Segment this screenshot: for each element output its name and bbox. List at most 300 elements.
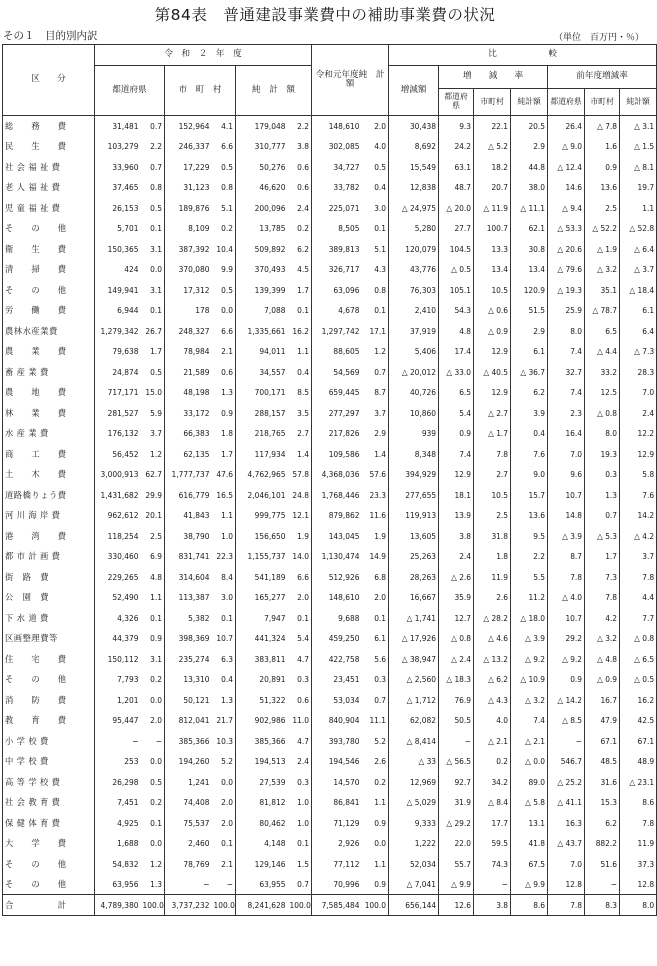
cell: 1.7 bbox=[585, 546, 620, 567]
cell: 7.8 bbox=[474, 444, 511, 465]
cell: 0.6 bbox=[212, 362, 236, 383]
cell: 88,605 bbox=[312, 341, 362, 362]
cell: 37.3 bbox=[620, 854, 657, 875]
cell: 52,490 bbox=[95, 587, 141, 608]
cell: 2.4 bbox=[439, 546, 474, 567]
cell: 2,046,101 bbox=[236, 485, 288, 506]
cell: 882.2 bbox=[585, 833, 620, 854]
row-label: そ の 他 bbox=[3, 874, 95, 895]
cell: 33,172 bbox=[165, 403, 212, 424]
cell: 2.5 bbox=[474, 505, 511, 526]
cell: 0.2 bbox=[141, 669, 165, 690]
cell: 1,688 bbox=[95, 833, 141, 854]
cell: 2.9 bbox=[511, 136, 548, 157]
cell: 2.4 bbox=[288, 198, 312, 219]
cell: 19.7 bbox=[620, 177, 657, 198]
row-label: そ の 他 bbox=[3, 280, 95, 301]
cell: 370,080 bbox=[165, 259, 212, 280]
table-row bbox=[3, 813, 657, 834]
row-label: 小 学 校 費 bbox=[3, 731, 95, 752]
cell: 12.1 bbox=[288, 505, 312, 526]
cell: 8,505 bbox=[312, 218, 362, 239]
cell: 0.1 bbox=[288, 300, 312, 321]
cell: 5.4 bbox=[439, 403, 474, 424]
cell: △ 1.5 bbox=[620, 136, 657, 157]
cell: 7,585,484 bbox=[312, 895, 362, 916]
cell: 0.9 bbox=[362, 813, 389, 834]
cell: 8.0 bbox=[585, 423, 620, 444]
cell: 194,260 bbox=[165, 751, 212, 772]
cell: 0.2 bbox=[362, 772, 389, 793]
cell: − bbox=[439, 731, 474, 752]
cell: 92.7 bbox=[439, 772, 474, 793]
cell: 31.8 bbox=[474, 526, 511, 547]
cell: 74.3 bbox=[474, 854, 511, 875]
table-row bbox=[3, 157, 657, 178]
cell: 194,513 bbox=[236, 751, 288, 772]
cell: 51.5 bbox=[511, 300, 548, 321]
cell: △ 2.1 bbox=[474, 731, 511, 752]
cell: 1.5 bbox=[288, 854, 312, 875]
cell: 2.6 bbox=[362, 751, 389, 772]
cell: 3.0 bbox=[362, 198, 389, 219]
cell: △ 24,975 bbox=[389, 198, 439, 219]
cell: 26.4 bbox=[548, 116, 585, 137]
cell: 281,527 bbox=[95, 403, 141, 424]
cell: 16,667 bbox=[389, 587, 439, 608]
cell: 8.3 bbox=[585, 895, 620, 916]
cell: 50.5 bbox=[439, 710, 474, 731]
cell: △ 12.4 bbox=[548, 157, 585, 178]
cell: 70,996 bbox=[312, 874, 362, 895]
row-label: 水 産 業 費 bbox=[3, 423, 95, 444]
cell: 51.6 bbox=[585, 854, 620, 875]
cell: 1,777,737 bbox=[165, 464, 212, 485]
cell: 13.6 bbox=[585, 177, 620, 198]
cell: 0.8 bbox=[141, 177, 165, 198]
cell: 12.7 bbox=[439, 608, 474, 629]
cell: △ 2,560 bbox=[389, 669, 439, 690]
cell: 62,135 bbox=[165, 444, 212, 465]
cell: 422,758 bbox=[312, 649, 362, 670]
cell: 57.8 bbox=[288, 464, 312, 485]
cell: 2.1 bbox=[212, 341, 236, 362]
cell: 31.6 bbox=[585, 772, 620, 793]
cell: 6.6 bbox=[288, 567, 312, 588]
cell: 277,297 bbox=[312, 403, 362, 424]
table-row bbox=[3, 464, 657, 485]
header-rate-muni: 市町村 bbox=[474, 89, 511, 116]
cell: △ 18.4 bbox=[620, 280, 657, 301]
cell: 1,130,474 bbox=[312, 546, 362, 567]
cell: 178 bbox=[165, 300, 212, 321]
cell: △ 0.8 bbox=[585, 403, 620, 424]
cell: 1.0 bbox=[288, 813, 312, 834]
cell: 5.1 bbox=[212, 198, 236, 219]
cell: 120,079 bbox=[389, 239, 439, 260]
cell: 7.6 bbox=[511, 444, 548, 465]
cell: 22.3 bbox=[212, 546, 236, 567]
cell: △ 18.3 bbox=[439, 669, 474, 690]
cell: 4,789,380 bbox=[95, 895, 141, 916]
cell: 6,944 bbox=[95, 300, 141, 321]
cell: 8.6 bbox=[511, 895, 548, 916]
cell: 16.2 bbox=[620, 690, 657, 711]
cell: 4.0 bbox=[474, 710, 511, 731]
cell: 44,379 bbox=[95, 628, 141, 649]
cell: 2.0 bbox=[212, 813, 236, 834]
cell: 12.8 bbox=[548, 874, 585, 895]
header-rate: 増 減 率 bbox=[439, 66, 548, 89]
cell: △ 0.5 bbox=[439, 259, 474, 280]
cell: 0.1 bbox=[141, 813, 165, 834]
cell: 0.5 bbox=[362, 157, 389, 178]
cell: 13.6 bbox=[511, 505, 548, 526]
cell: 62.7 bbox=[141, 464, 165, 485]
table-row bbox=[3, 628, 657, 649]
cell: 0.9 bbox=[212, 403, 236, 424]
cell: 277,655 bbox=[389, 485, 439, 506]
cell: 1,241 bbox=[165, 772, 212, 793]
cell: 22.1 bbox=[474, 116, 511, 137]
cell: 1.2 bbox=[141, 444, 165, 465]
cell: 44.8 bbox=[511, 157, 548, 178]
cell: 7.4 bbox=[548, 382, 585, 403]
cell: 0.7 bbox=[141, 157, 165, 178]
table-row bbox=[3, 177, 657, 198]
row-label: 畜 産 業 費 bbox=[3, 362, 95, 383]
cell: 235,274 bbox=[165, 649, 212, 670]
cell: 0.1 bbox=[212, 608, 236, 629]
cell: 7.8 bbox=[620, 813, 657, 834]
cell: △ 9.2 bbox=[548, 649, 585, 670]
cell: 1.7 bbox=[141, 341, 165, 362]
cell: 19.3 bbox=[585, 444, 620, 465]
cell: 32.7 bbox=[548, 362, 585, 383]
cell: 385,366 bbox=[236, 731, 288, 752]
cell: 218,765 bbox=[236, 423, 288, 444]
cell: 62,082 bbox=[389, 710, 439, 731]
cell: △ 18.0 bbox=[511, 608, 548, 629]
cell: 3.7 bbox=[620, 546, 657, 567]
cell: 95,447 bbox=[95, 710, 141, 731]
cell: 8,109 bbox=[165, 218, 212, 239]
cell: 11.9 bbox=[620, 833, 657, 854]
cell: 3.8 bbox=[288, 136, 312, 157]
cell: 5.6 bbox=[362, 649, 389, 670]
cell: 10.3 bbox=[212, 731, 236, 752]
cell: 2.7 bbox=[474, 464, 511, 485]
table-row bbox=[3, 772, 657, 793]
header-change: 増減額 bbox=[389, 66, 439, 116]
cell: 54,832 bbox=[95, 854, 141, 875]
cell: 13.1 bbox=[511, 813, 548, 834]
cell: 4.8 bbox=[439, 321, 474, 342]
cell: △ 79.6 bbox=[548, 259, 585, 280]
cell: 0.6 bbox=[288, 690, 312, 711]
cell: 879,862 bbox=[312, 505, 362, 526]
cell: △ 20,012 bbox=[389, 362, 439, 383]
cell: △ 33 bbox=[389, 751, 439, 772]
cell: 656,144 bbox=[389, 895, 439, 916]
cell: 10.7 bbox=[548, 608, 585, 629]
cell: 2,410 bbox=[389, 300, 439, 321]
cell: 13.9 bbox=[439, 505, 474, 526]
cell: △ 0.5 bbox=[620, 669, 657, 690]
cell: 4.8 bbox=[141, 567, 165, 588]
row-label: そ の 他 bbox=[3, 218, 95, 239]
cell: 23,451 bbox=[312, 669, 362, 690]
cell: △ 7.8 bbox=[585, 116, 620, 137]
table-row bbox=[3, 136, 657, 157]
cell: 9.6 bbox=[548, 464, 585, 485]
cell: 7.8 bbox=[585, 587, 620, 608]
cell: 63,956 bbox=[95, 874, 141, 895]
header-category: 区 分 bbox=[3, 45, 95, 116]
cell: 8.7 bbox=[548, 546, 585, 567]
cell: 1.8 bbox=[474, 546, 511, 567]
cell: 31.9 bbox=[439, 792, 474, 813]
cell: 15,549 bbox=[389, 157, 439, 178]
cell: △ 78.7 bbox=[585, 300, 620, 321]
cell: 120.9 bbox=[511, 280, 548, 301]
cell: 21,589 bbox=[165, 362, 212, 383]
cell: 7.8 bbox=[620, 567, 657, 588]
cell: 0.3 bbox=[585, 464, 620, 485]
cell: 7.8 bbox=[548, 895, 585, 916]
row-label: 公 園 費 bbox=[3, 587, 95, 608]
cell: 16.7 bbox=[585, 690, 620, 711]
cell: 150,365 bbox=[95, 239, 141, 260]
cell: 2.2 bbox=[141, 136, 165, 157]
cell: 113,387 bbox=[165, 587, 212, 608]
cell: 0.9 bbox=[141, 628, 165, 649]
cell: 0.0 bbox=[141, 259, 165, 280]
cell: 27.7 bbox=[439, 218, 474, 239]
cell: 11.9 bbox=[474, 567, 511, 588]
cell: 100.7 bbox=[474, 218, 511, 239]
cell: △ 5.2 bbox=[474, 136, 511, 157]
cell: 81,812 bbox=[236, 792, 288, 813]
cell: 253 bbox=[95, 751, 141, 772]
cell: 14.0 bbox=[288, 546, 312, 567]
cell: 659,445 bbox=[312, 382, 362, 403]
header-prev-muni: 市町村 bbox=[585, 89, 620, 116]
cell: 8,348 bbox=[389, 444, 439, 465]
cell: 20.5 bbox=[511, 116, 548, 137]
cell: △ 14.2 bbox=[548, 690, 585, 711]
header-muni: 市 町 村 bbox=[165, 66, 236, 116]
cell: 152,964 bbox=[165, 116, 212, 137]
cell: 1.8 bbox=[212, 423, 236, 444]
header-r1: 令和元年度純 計 額 bbox=[312, 45, 389, 116]
cell: 1,201 bbox=[95, 690, 141, 711]
cell: 1,431,682 bbox=[95, 485, 141, 506]
cell: 42.5 bbox=[620, 710, 657, 731]
cell: 1.1 bbox=[288, 341, 312, 362]
cell: 12,838 bbox=[389, 177, 439, 198]
table-row bbox=[3, 300, 657, 321]
cell: △ 28.2 bbox=[474, 608, 511, 629]
cell: 103,279 bbox=[95, 136, 141, 157]
cell: 31,481 bbox=[95, 116, 141, 137]
cell: 0.6 bbox=[288, 157, 312, 178]
cell: 6.2 bbox=[288, 239, 312, 260]
cell: 23.3 bbox=[362, 485, 389, 506]
row-label: 総 務 費 bbox=[3, 116, 95, 137]
cell: 1.2 bbox=[362, 341, 389, 362]
cell: 62.1 bbox=[511, 218, 548, 239]
cell: △ 5.3 bbox=[585, 526, 620, 547]
cell: 7.7 bbox=[620, 608, 657, 629]
cell: 0.5 bbox=[212, 280, 236, 301]
cell: 8.4 bbox=[212, 567, 236, 588]
cell: 314,604 bbox=[165, 567, 212, 588]
row-label: 児 童 福 祉 費 bbox=[3, 198, 95, 219]
cell: △ 0.6 bbox=[474, 300, 511, 321]
cell: 179,048 bbox=[236, 116, 288, 137]
cell: 0.0 bbox=[141, 833, 165, 854]
cell: 902,986 bbox=[236, 710, 288, 731]
cell: △ 38,947 bbox=[389, 649, 439, 670]
cell: 0.4 bbox=[288, 362, 312, 383]
cell: 100.0 bbox=[141, 895, 165, 916]
cell: 5.9 bbox=[141, 403, 165, 424]
cell: 229,265 bbox=[95, 567, 141, 588]
cell: 13.4 bbox=[511, 259, 548, 280]
cell: 1,222 bbox=[389, 833, 439, 854]
header-compare: 比 較 bbox=[389, 45, 657, 66]
cell: 34,727 bbox=[312, 157, 362, 178]
cell: 34.2 bbox=[474, 772, 511, 793]
cell: 15.0 bbox=[141, 382, 165, 403]
cell: 0.1 bbox=[141, 218, 165, 239]
table-row bbox=[3, 362, 657, 383]
row-label: 区画整理費等 bbox=[3, 628, 95, 649]
cell: 0.9 bbox=[439, 423, 474, 444]
cell: 3.1 bbox=[141, 239, 165, 260]
cell: 4.7 bbox=[288, 649, 312, 670]
cell: △ 3.9 bbox=[548, 526, 585, 547]
cell: 7.0 bbox=[548, 854, 585, 875]
cell: 1.1 bbox=[620, 198, 657, 219]
table-row bbox=[3, 751, 657, 772]
cell: 3.5 bbox=[288, 403, 312, 424]
cell: △ 1,741 bbox=[389, 608, 439, 629]
cell: 2.9 bbox=[511, 321, 548, 342]
cell: 29.2 bbox=[548, 628, 585, 649]
row-label: 土 木 費 bbox=[3, 464, 95, 485]
cell: 8.0 bbox=[620, 895, 657, 916]
cell: 26.7 bbox=[141, 321, 165, 342]
table-row bbox=[3, 854, 657, 875]
cell: 17.4 bbox=[439, 341, 474, 362]
table-row bbox=[3, 669, 657, 690]
cell: 13,605 bbox=[389, 526, 439, 547]
table-row bbox=[3, 403, 657, 424]
cell: 33.2 bbox=[585, 362, 620, 383]
cell: 7,088 bbox=[236, 300, 288, 321]
table-row bbox=[3, 792, 657, 813]
cell: 5,382 bbox=[165, 608, 212, 629]
cell: 37,919 bbox=[389, 321, 439, 342]
cell: 7.0 bbox=[620, 382, 657, 403]
table-row bbox=[3, 485, 657, 506]
cell: 0.3 bbox=[288, 669, 312, 690]
cell: 51,322 bbox=[236, 690, 288, 711]
header-rate-pref: 都道府県 bbox=[439, 89, 474, 116]
cell: 441,324 bbox=[236, 628, 288, 649]
cell: 0.0 bbox=[212, 772, 236, 793]
cell: 20,891 bbox=[236, 669, 288, 690]
cell: △ 9.4 bbox=[548, 198, 585, 219]
cell: △ 33.0 bbox=[439, 362, 474, 383]
cell: △ 2.7 bbox=[474, 403, 511, 424]
row-label: 教 育 費 bbox=[3, 710, 95, 731]
row-label: そ の 他 bbox=[3, 854, 95, 875]
cell: 5.5 bbox=[511, 567, 548, 588]
cell: 225,071 bbox=[312, 198, 362, 219]
cell: 1.4 bbox=[288, 444, 312, 465]
cell: 8.5 bbox=[288, 382, 312, 403]
cell: 3.1 bbox=[141, 649, 165, 670]
cell: 4,762,965 bbox=[236, 464, 288, 485]
cell: 3,000,913 bbox=[95, 464, 141, 485]
cell: 48,198 bbox=[165, 382, 212, 403]
cell: 512,926 bbox=[312, 567, 362, 588]
cell: 17.1 bbox=[362, 321, 389, 342]
cell: △ 17,926 bbox=[389, 628, 439, 649]
cell: 40,726 bbox=[389, 382, 439, 403]
cell: − bbox=[141, 731, 165, 752]
cell: 47.6 bbox=[212, 464, 236, 485]
cell: 10.5 bbox=[474, 280, 511, 301]
cell: 10.5 bbox=[474, 485, 511, 506]
cell: 75,537 bbox=[165, 813, 212, 834]
cell: △ 4.8 bbox=[585, 649, 620, 670]
cell: 2.2 bbox=[288, 116, 312, 137]
cell: 4.5 bbox=[288, 259, 312, 280]
cell: △ 3.2 bbox=[511, 690, 548, 711]
table-row bbox=[3, 239, 657, 260]
cell: 16.4 bbox=[548, 423, 585, 444]
cell: △ 1.7 bbox=[474, 423, 511, 444]
cell: − bbox=[474, 874, 511, 895]
cell: 11.2 bbox=[511, 587, 548, 608]
cell: 7.6 bbox=[620, 485, 657, 506]
cell: 1.6 bbox=[585, 136, 620, 157]
cell: 104.5 bbox=[439, 239, 474, 260]
cell: △ 5.8 bbox=[511, 792, 548, 813]
cell: 1.3 bbox=[212, 690, 236, 711]
cell: 22.0 bbox=[439, 833, 474, 854]
cell: 12.9 bbox=[439, 464, 474, 485]
cell: △ 6.4 bbox=[620, 239, 657, 260]
cell: 0.1 bbox=[141, 608, 165, 629]
table-row bbox=[3, 710, 657, 731]
row-label: 農 業 費 bbox=[3, 341, 95, 362]
cell: 546.7 bbox=[548, 751, 585, 772]
cell: 24,874 bbox=[95, 362, 141, 383]
cell: 0.0 bbox=[212, 300, 236, 321]
cell: 0.9 bbox=[362, 874, 389, 895]
cell: 424 bbox=[95, 259, 141, 280]
cell: 4.2 bbox=[585, 608, 620, 629]
cell: 840,904 bbox=[312, 710, 362, 731]
cell: 700,171 bbox=[236, 382, 288, 403]
row-label: 農林水産業費 bbox=[3, 321, 95, 342]
cell: 20.1 bbox=[141, 505, 165, 526]
